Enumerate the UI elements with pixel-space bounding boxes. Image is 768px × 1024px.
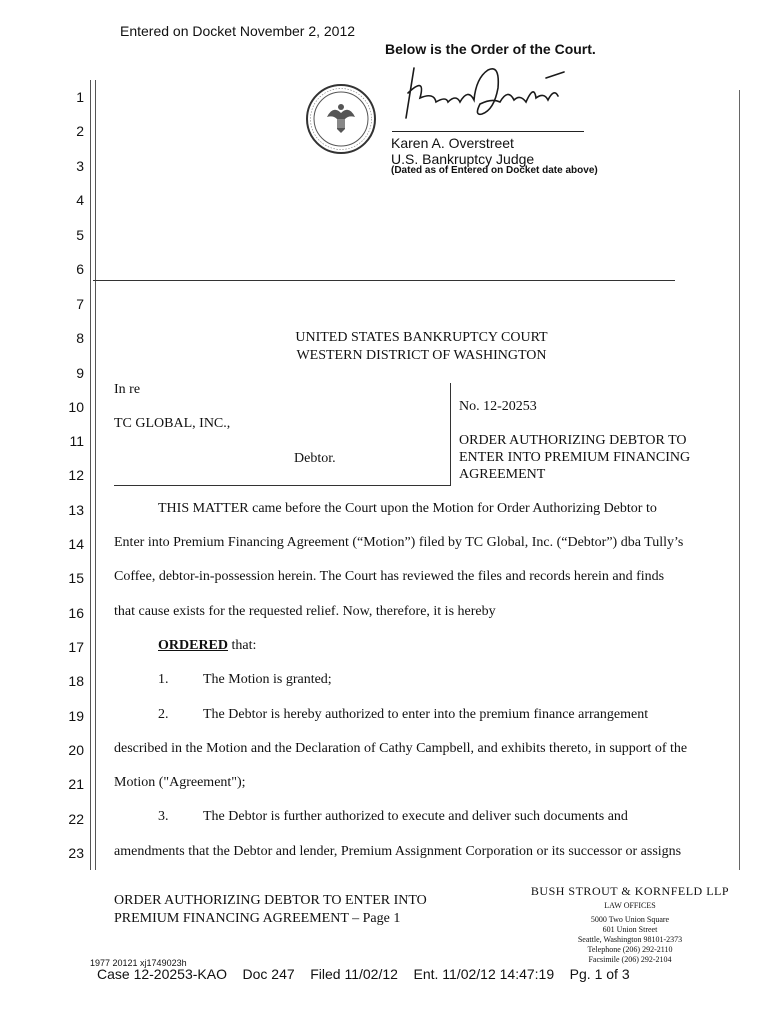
court-district: WESTERN DISTRICT OF WASHINGTON <box>296 348 547 363</box>
line-number: 9 <box>76 365 84 381</box>
ordered-heading: ORDERED <box>158 638 229 653</box>
left-margin-line-1 <box>90 80 91 870</box>
body-line-20: described in the Motion and the Declaration of Cathy Campbell, and exhibits thereto, in support of the <box>114 741 688 756</box>
line-number: 16 <box>68 605 84 621</box>
ordered-line <box>158 638 256 654</box>
line-number: 13 <box>68 502 84 518</box>
item-2-number: 2. <box>158 707 169 722</box>
order-title-line: ORDER AUTHORIZING DEBTOR TO <box>459 433 687 448</box>
line-number: 5 <box>76 227 84 243</box>
left-margin-line-2 <box>95 80 96 870</box>
signature-line <box>392 131 584 132</box>
court-seal-icon <box>305 83 377 155</box>
judge-note: (Dated as of Entered on Docket date above) <box>391 165 598 176</box>
case-stamp: Case 12-20253-KAO Doc 247 Filed 11/02/12 Ent. 11/02/12 14:47:19 Pg. 1 of 3 <box>97 966 630 982</box>
judge-title: U.S. Bankruptcy Judge <box>391 151 535 167</box>
document-code: 1977 20121 xj1749023h <box>90 958 187 968</box>
item-1-number: 1. <box>158 672 169 687</box>
court-name: UNITED STATES BANKRUPTCY COURT <box>295 330 548 345</box>
line-number: 19 <box>68 708 84 724</box>
line-number: 1 <box>76 89 84 105</box>
line-number: 10 <box>68 399 84 415</box>
line-number: 18 <box>68 673 84 689</box>
law-firm-block <box>530 884 730 965</box>
order-banner: Below is the Order of the Court. <box>385 41 596 57</box>
footer-title-line-1: ORDER AUTHORIZING DEBTOR TO ENTER INTO <box>114 893 427 908</box>
body-line-15: Coffee, debtor-in-possession herein. The Court has reviewed the files and records herein and finds <box>114 569 665 584</box>
footer-title-line-2: PREMIUM FINANCING AGREEMENT – Page 1 <box>114 911 401 926</box>
line-number: 7 <box>76 296 84 312</box>
body-line-21: Motion ("Agreement"); <box>114 775 246 790</box>
firm-phone: Telephone (206) 292-2110 <box>587 945 673 954</box>
body-line-16: that cause exists for the requested relief. Now, therefore, it is hereby <box>114 604 496 619</box>
judge-signature <box>396 58 576 130</box>
item-3-number: 3. <box>158 809 169 824</box>
firm-name: BUSH STROUT & KORNFELD LLP <box>530 884 730 898</box>
item-1-text: The Motion is granted; <box>203 672 332 687</box>
line-number: 23 <box>68 845 84 861</box>
line-number: 3 <box>76 158 84 174</box>
line-number: 21 <box>68 776 84 792</box>
caption-in-re: In re <box>114 382 141 397</box>
firm-fax: Facsimile (206) 292-2104 <box>588 955 672 964</box>
header-rule <box>93 280 675 281</box>
right-margin-line <box>739 90 740 870</box>
order-title-line: AGREEMENT <box>459 467 546 482</box>
caption-underline <box>114 485 450 486</box>
firm-address-line: 5000 Two Union Square <box>590 915 670 924</box>
item-3-text: The Debtor is further authorized to execute and deliver such documents and <box>203 809 628 824</box>
line-number: 22 <box>68 811 84 827</box>
line-number: 15 <box>68 570 84 586</box>
caption-debtor-name: TC GLOBAL, INC., <box>114 416 231 431</box>
firm-subtitle: LAW OFFICES <box>604 901 656 910</box>
firm-address-line: Seattle, Washington 98101-2373 <box>577 935 683 944</box>
firm-address-line: 601 Union Street <box>602 925 658 934</box>
line-number: 6 <box>76 261 84 277</box>
line-number: 4 <box>76 192 84 208</box>
line-number: 12 <box>68 467 84 483</box>
line-number: 11 <box>69 433 84 449</box>
docket-entry: Entered on Docket November 2, 2012 <box>120 23 356 39</box>
case-number: No. 12-20253 <box>459 399 537 414</box>
item-2-text: The Debtor is hereby authorized to enter into the premium finance arrangement <box>203 707 649 722</box>
ordered-tail: that: <box>228 638 257 653</box>
body-line-13: THIS MATTER came before the Court upon the Motion for Order Authorizing Debtor to <box>158 501 657 516</box>
caption-debtor-label: Debtor. <box>294 451 336 466</box>
line-number: 2 <box>76 123 84 139</box>
body-line-14: Enter into Premium Financing Agreement (“Motion”) filed by TC Global, Inc. (“Debtor”) dba Tully’s <box>114 535 684 550</box>
caption-divider <box>450 383 451 486</box>
line-number: 17 <box>68 639 84 655</box>
judge-name: Karen A. Overstreet <box>391 135 514 151</box>
body-line-23: amendments that the Debtor and lender, Premium Assignment Corporation or its successor or assigns <box>114 844 682 859</box>
line-number: 8 <box>76 330 84 346</box>
order-title-line: ENTER INTO PREMIUM FINANCING <box>459 450 691 465</box>
line-number: 14 <box>68 536 84 552</box>
line-number: 20 <box>68 742 84 758</box>
